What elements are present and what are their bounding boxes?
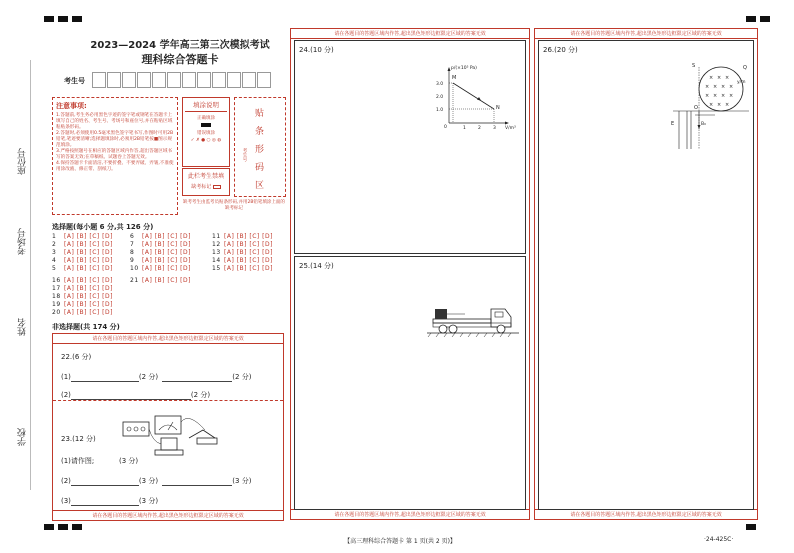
mc-row[interactable]: 6 [A] [B] [C] [D] [130, 233, 191, 240]
notice-title: 注意事项: [56, 102, 87, 110]
mc-row[interactable]: 18 [A] [B] [C] [D] [52, 293, 113, 300]
student-id-boxes[interactable] [92, 72, 272, 88]
footer-code: ·24-425C· [704, 536, 734, 543]
svg-text:×: × [709, 102, 714, 108]
q25-block [435, 309, 447, 319]
mc-row[interactable]: 3 [A] [B] [C] [D] [52, 249, 113, 256]
mc-row[interactable]: 9 [A] [B] [C] [D] [130, 257, 191, 264]
q24-x-axis-label: V/m³ [505, 126, 516, 131]
q24-x-tick: 3 [493, 126, 496, 131]
q24-process-line [453, 83, 494, 109]
barcode-char: 码 [255, 163, 265, 173]
answer-box-bottom-bar: 请在各题目的答题区域内作答,超出黑色矩形边框限定区域的答案无效 [535, 509, 757, 519]
correct-fill-label: 正确填涂 [197, 116, 215, 121]
mc-row[interactable]: 21 [A] [B] [C] [D] [130, 277, 191, 284]
q24-point-n: N [496, 105, 500, 111]
answer-box-bottom-bar: 请在各题目的答题区域内作答,超出黑色矩形边框限定区域的答案无效 [291, 509, 529, 519]
svg-text:×: × [721, 93, 726, 99]
q26-label-s: S [692, 63, 696, 69]
q23-line-2: (2) (3 分) (3 分) [61, 477, 252, 485]
mc-row[interactable]: 15 [A] [B] [C] [D] [212, 265, 273, 272]
answer-blank[interactable] [162, 374, 232, 382]
barcode-char: 条 [255, 127, 265, 137]
svg-text:×: × [729, 84, 734, 90]
notice-item: 1.答题前,考生务必用黑色字迹的签字笔或钢笔在答题卡上填写自己的姓名、考生号、考场号和座位号,并在粘贴区域粘贴条形码。 [56, 113, 173, 130]
corner-mark [44, 16, 54, 22]
mc-row[interactable]: 16 [A] [B] [C] [D] [52, 277, 113, 284]
barcode-char: 形 [255, 145, 265, 155]
q24-origin: 0 [444, 125, 447, 130]
svg-text:×: × [705, 84, 710, 90]
wrong-fill-samples: ✓ ✗ ● ○ ◎ ◍ [190, 138, 222, 143]
answer-box-22-23[interactable] [52, 333, 284, 521]
mc-row[interactable]: 14 [A] [B] [C] [D] [212, 257, 273, 264]
absent-title: 此栏考生禁填 [187, 173, 224, 180]
q24-y-tick: 2.0 [436, 95, 444, 100]
answer-box-top-bar: 请在各题目的答题区域内作答,超出黑色矩形边框限定区域的答案无效 [291, 29, 529, 39]
mc-row[interactable]: 13 [A] [B] [C] [D] [212, 249, 273, 256]
side-line [30, 60, 31, 490]
q23-line-3: (3) (3 分) [61, 497, 159, 505]
absent-checkbox[interactable] [213, 185, 221, 189]
svg-text:×: × [725, 75, 730, 81]
q26-label-y: y/m [737, 80, 746, 85]
q26-label-q: Q [743, 65, 747, 71]
answer-blank[interactable] [71, 374, 139, 382]
mc-row[interactable]: 17 [A] [B] [C] [D] [52, 285, 113, 292]
q26-label: 26.(20 分) [543, 46, 578, 54]
q24-point-m: M [452, 75, 457, 81]
answer-blank[interactable] [71, 392, 191, 400]
notice-item: 2.答题时,必须使用0.5毫米黑色签字笔书写,作图时可用2B铅笔,笔迹要清晰;选择题填涂时,必须用2B铅笔按■图示规范填涂。 [56, 131, 174, 148]
corner-mark [746, 16, 756, 22]
svg-text:×: × [713, 93, 718, 99]
mc-row[interactable]: 1 [A] [B] [C] [D] [52, 233, 113, 240]
mc-row[interactable]: 7 [A] [B] [C] [D] [130, 241, 191, 248]
q22-line-2: (2) (2 分) [61, 391, 211, 399]
nonmc-title: 非选择题(共 174 分) [52, 323, 120, 331]
corner-mark [44, 524, 54, 530]
fill-guide-title: 填涂说明 [185, 100, 227, 112]
mc-row[interactable]: 5 [A] [B] [C] [D] [52, 265, 113, 272]
q24-y-tick: 3.0 [436, 82, 444, 87]
q24-y-tick: 1.0 [436, 108, 444, 113]
svg-text:×: × [705, 93, 710, 99]
side-label-name: 姓名 [18, 318, 28, 336]
q23-line-1: (1)请作图; [61, 457, 95, 465]
notice-item: 4.保持答题卡卡面清洁,不要折叠、不要弄破、弄皱,不准使用涂改液、修正带、刮纸刀。 [56, 161, 174, 172]
q23-label: 23.(12 分) [61, 435, 96, 443]
notice-box [52, 97, 178, 215]
exam-title: 2023—2024 学年高三第三次模拟考试 [90, 40, 270, 51]
side-label-school: 学校 [18, 428, 28, 446]
q24-label: 24.(10 分) [299, 46, 334, 54]
student-id-label: 考生号 [64, 77, 85, 85]
absent-label: 缺考标记 [191, 184, 212, 190]
mc-row[interactable]: 8 [A] [B] [C] [D] [130, 249, 191, 256]
exam-subtitle: 理科综合答题卡 [141, 53, 219, 66]
barcode-bottom-note: 缺考考生由监考员贴条形码,并用2B铅笔填涂上面的缺考标记 [183, 200, 285, 211]
q24-y-axis-label: p/(×10⁵ Pa) [451, 66, 477, 71]
q22-label: 22.(6 分) [61, 353, 92, 361]
mc-row[interactable]: 20 [A] [B] [C] [D] [52, 309, 113, 316]
mc-row[interactable]: 12 [A] [B] [C] [D] [212, 241, 273, 248]
svg-text:×: × [721, 84, 726, 90]
notice-item: 3.严格按照题号在相应的答题区域内作答,超出答题区域书写的答案无效;在草稿纸、试题卷上答题无效。 [56, 149, 173, 160]
mc-row[interactable]: 2 [A] [B] [C] [D] [52, 241, 113, 248]
fill-guide-box [182, 97, 230, 167]
corner-mark [746, 524, 756, 530]
q22-line-1: (1) (2 分) (2 分) [61, 373, 252, 381]
corner-mark [72, 524, 82, 530]
svg-text:×: × [717, 102, 722, 108]
wrong-fill-label: 错误填涂 [197, 131, 215, 136]
svg-text:×: × [709, 75, 714, 81]
corner-mark [72, 16, 82, 22]
svg-text:×: × [717, 75, 722, 81]
q26-label-e: E [671, 121, 675, 127]
q23-line-1-score: (3 分) [119, 457, 139, 465]
mc-row[interactable]: 19 [A] [B] [C] [D] [52, 301, 113, 308]
mc-row[interactable]: 11 [A] [B] [C] [D] [212, 233, 273, 240]
q25-label: 25.(14 分) [299, 262, 334, 270]
absent-box [182, 168, 230, 196]
q25-area[interactable] [294, 256, 526, 510]
footer-page-info: 【高三理科综合答题卡 第 1 页(共 2 页)】 [344, 538, 456, 545]
corner-mark [58, 524, 68, 530]
answer-blank[interactable] [71, 498, 139, 506]
side-label-seat: 座位号 [18, 148, 28, 175]
side-label-room: 考场号 [18, 228, 28, 255]
q24-x-tick: 2 [478, 126, 481, 131]
q26-area[interactable] [538, 40, 754, 510]
corner-mark [58, 16, 68, 22]
corner-mark [760, 16, 770, 22]
answer-box-bottom-bar: 请在各题目的答题区域内作答,超出黑色矩形边框限定区域的答案无效 [53, 510, 283, 520]
answer-blank[interactable] [162, 478, 232, 486]
q23-circuit-diagram [119, 408, 229, 460]
barcode-char: 贴 [255, 109, 265, 119]
answer-box-top-bar: 请在各题目的答题区域内作答,超出黑色矩形边框限定区域的答案无效 [53, 334, 283, 344]
q25-truck-diagram [425, 297, 521, 341]
barcode-side-note: 考生号 [242, 148, 247, 162]
mc-row[interactable]: 10 [A] [B] [C] [D] [130, 265, 191, 272]
q26-label-b0: B₀ [701, 122, 706, 127]
q24-x-tick: 1 [463, 126, 466, 131]
mc-row[interactable]: 4 [A] [B] [C] [D] [52, 257, 113, 264]
q26-label-o: O [694, 105, 698, 111]
answer-box-top-bar: 请在各题目的答题区域内作答,超出黑色矩形边框限定区域的答案无效 [535, 29, 757, 39]
q24-area[interactable] [294, 40, 526, 254]
answer-blank[interactable] [71, 478, 139, 486]
q24-pv-graph [435, 63, 521, 131]
svg-text:×: × [713, 84, 718, 90]
correct-fill-sample [201, 123, 211, 127]
svg-text:×: × [725, 102, 730, 108]
barcode-area [234, 97, 286, 197]
svg-text:×: × [729, 93, 734, 99]
q26-field-diagram [669, 59, 753, 155]
mc-title: 选择题(每小题 6 分,共 126 分) [52, 223, 154, 231]
barcode-char: 区 [255, 181, 265, 191]
